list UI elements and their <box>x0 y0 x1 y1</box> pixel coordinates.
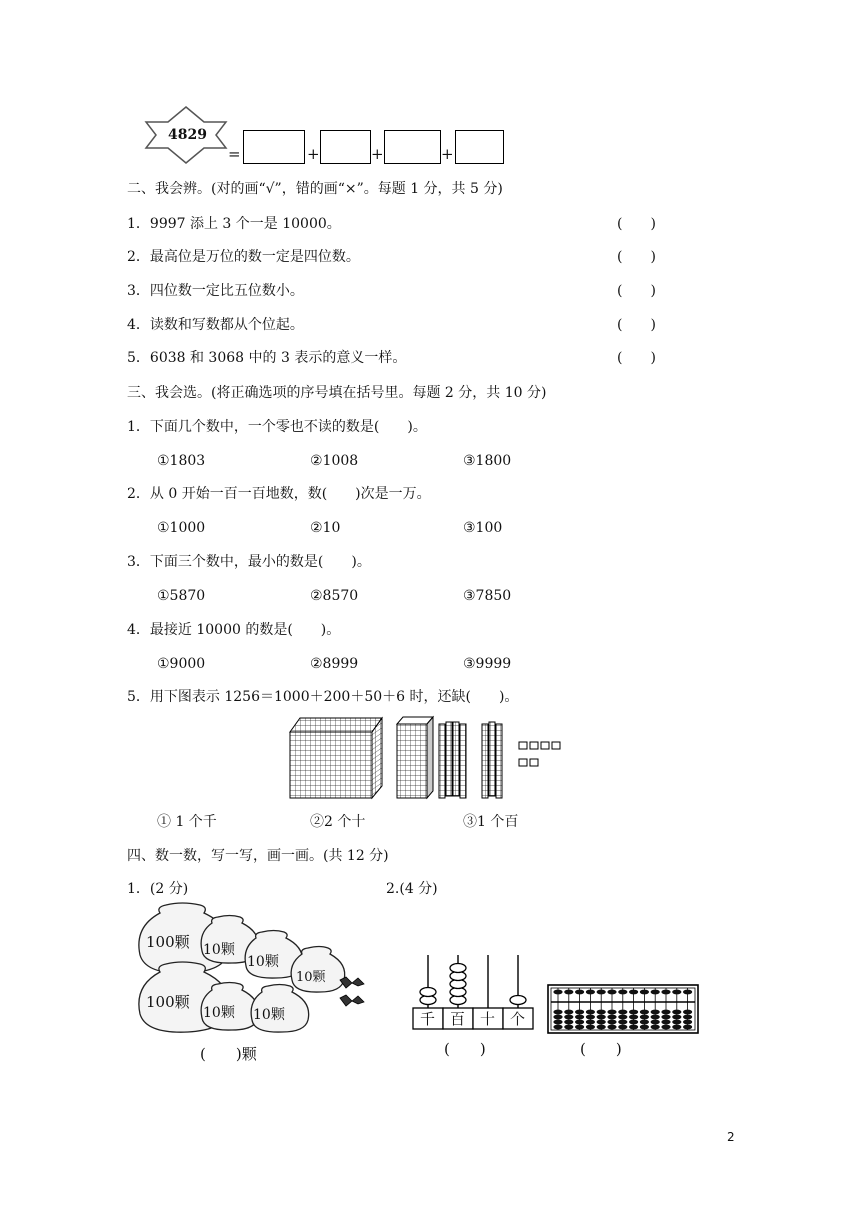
abacus-bead <box>586 1025 595 1030</box>
abacus-bead <box>651 990 660 995</box>
bag-100-label-2: 100颗 <box>146 993 190 1011</box>
s2-paren-3[interactable]: ( ) <box>617 283 656 299</box>
abacus-bead <box>597 1015 606 1020</box>
abacus-bead <box>586 1010 595 1015</box>
abacus-bead <box>607 1015 616 1020</box>
abacus-bead <box>672 1025 681 1030</box>
s3-question-2: 2．从 0 开始一百一百地数，数( )次是一万。 <box>127 486 431 502</box>
s4-q1-label: 1．(2 分) <box>127 881 189 897</box>
abacus-bead <box>618 1025 627 1030</box>
s3-q3-option-1[interactable]: ①5870 <box>157 588 206 604</box>
abacus-bead <box>640 1015 649 1020</box>
abacus-bead <box>661 1020 670 1025</box>
place-label-tens: 十 <box>480 1010 496 1028</box>
abacus-bead <box>607 1020 616 1025</box>
abacus-bead <box>564 990 573 995</box>
section4-heading: 四、数一数，写一写，画一画。(共 12 分) <box>127 848 389 864</box>
abacus-bead <box>607 990 616 995</box>
s2-item-1: 1．9997 添上 3 个一是 10000。 <box>127 216 341 232</box>
bag-10-label-2: 10颗 <box>247 954 279 970</box>
s2-item-3: 3．四位数一定比五位数小。 <box>127 283 304 299</box>
s2-paren-1[interactable]: ( ) <box>617 216 656 232</box>
place-label-ones: 个 <box>510 1010 526 1028</box>
abacus-bead <box>672 1020 681 1025</box>
abacus-bead <box>597 1010 606 1015</box>
abacus-bead <box>553 1010 562 1015</box>
s3-q1-option-2[interactable]: ②1008 <box>310 453 359 469</box>
abacus-bead <box>586 1020 595 1025</box>
s2-paren-2[interactable]: ( ) <box>617 249 656 265</box>
abacus-bead <box>597 990 606 995</box>
page-number: 2 <box>727 1130 735 1144</box>
abacus-bead <box>629 1010 638 1015</box>
abacus-bead <box>651 1020 660 1025</box>
abacus-bead <box>629 1020 638 1025</box>
star-number: 4829 <box>168 127 207 143</box>
counting-frame-answer[interactable]: ( ) <box>444 1040 486 1058</box>
abacus-bead <box>640 1020 649 1025</box>
abacus-bead <box>629 990 638 995</box>
plus-sign-1: + <box>307 145 320 163</box>
abacus-bead <box>575 1025 584 1030</box>
abacus-bead <box>683 990 692 995</box>
bag-10-label-5: 10颗 <box>253 1007 285 1023</box>
abacus-bead <box>553 1020 562 1025</box>
abacus-bead <box>586 1015 595 1020</box>
abacus-bead <box>618 1020 627 1025</box>
abacus-bead <box>683 1020 692 1025</box>
abacus-bead <box>607 1025 616 1030</box>
abacus-bead <box>597 1020 606 1025</box>
s3-question-4: 4．最接近 10000 的数是( )。 <box>127 622 341 638</box>
abacus-bead <box>553 1025 562 1030</box>
abacus-bead <box>586 990 595 995</box>
abacus-bead <box>553 1015 562 1020</box>
place-label-hundreds: 百 <box>450 1010 466 1028</box>
s3-q1-option-1[interactable]: ①1803 <box>157 453 206 469</box>
abacus-bead <box>661 1010 670 1015</box>
abacus-bead <box>618 990 627 995</box>
s3-q5-option-2[interactable]: ②2 个十 <box>310 814 366 830</box>
s3-question-1: 1．下面几个数中，一个零也不读的数是( )。 <box>127 419 427 435</box>
abacus-bead <box>640 1025 649 1030</box>
abacus-bead <box>683 1010 692 1015</box>
abacus-bead <box>683 1025 692 1030</box>
abacus-bead <box>661 1025 670 1030</box>
abacus-bead <box>618 1010 627 1015</box>
abacus-bead <box>651 1025 660 1030</box>
bag-10-label-4: 10颗 <box>203 1005 235 1021</box>
abacus-bead <box>607 1010 616 1015</box>
abacus-bead <box>575 990 584 995</box>
plus-sign-3: + <box>441 145 454 163</box>
abacus-bead <box>661 1015 670 1020</box>
place-label-thousands: 千 <box>420 1010 436 1028</box>
abacus-bead <box>564 1010 573 1015</box>
abacus-bead <box>629 1015 638 1020</box>
abacus-bead <box>672 1010 681 1015</box>
s3-q2-option-2[interactable]: ②10 <box>310 520 341 536</box>
equals-sign: = <box>228 145 241 163</box>
bag-10-label-1: 10颗 <box>203 942 235 958</box>
s3-q3-option-3[interactable]: ③7850 <box>463 588 512 604</box>
candy-answer[interactable]: ( )颗 <box>200 1045 257 1063</box>
abacus-bead <box>564 1020 573 1025</box>
s2-paren-4[interactable]: ( ) <box>617 317 656 333</box>
abacus-bead <box>575 1020 584 1025</box>
abacus-bead <box>672 990 681 995</box>
abacus-bead <box>651 1010 660 1015</box>
s2-item-4: 4．读数和写数都从个位起。 <box>127 317 304 333</box>
s3-question-5: 5．用下图表示 1256＝1000＋200＋50＋6 时，还缺( )。 <box>127 689 519 705</box>
s2-item-2: 2．最高位是万位的数一定是四位数。 <box>127 249 360 265</box>
abacus-bead <box>640 990 649 995</box>
abacus-bead <box>651 1015 660 1020</box>
s4-q2-label: 2.(4 分) <box>386 881 438 897</box>
abacus-bead <box>618 1015 627 1020</box>
s3-q4-option-3[interactable]: ③9999 <box>463 656 512 672</box>
abacus-bead <box>564 1015 573 1020</box>
abacus-bead <box>564 1025 573 1030</box>
s3-q4-option-2[interactable]: ②8999 <box>310 656 359 672</box>
abacus-bead <box>553 990 562 995</box>
plus-sign-2: + <box>371 145 384 163</box>
s3-question-3: 3．下面三个数中，最小的数是( )。 <box>127 554 371 570</box>
s3-q1-option-3[interactable]: ③1800 <box>463 453 512 469</box>
s3-q5-option-1[interactable]: ① 1 个千 <box>157 814 217 830</box>
abacus-bead <box>683 1015 692 1020</box>
abacus-bead <box>661 990 670 995</box>
s2-paren-5[interactable]: ( ) <box>617 350 656 366</box>
bag-100-label-1: 100颗 <box>146 933 190 951</box>
abacus-bead <box>575 1015 584 1020</box>
abacus-bead <box>672 1015 681 1020</box>
abacus-answer[interactable]: ( ) <box>580 1040 622 1058</box>
abacus-bead <box>597 1025 606 1030</box>
s3-q5-option-3[interactable]: ③1 个百 <box>463 814 519 830</box>
s3-q4-option-1[interactable]: ①9000 <box>157 656 206 672</box>
s3-q2-option-1[interactable]: ①1000 <box>157 520 206 536</box>
bag-10-label-3: 10颗 <box>296 970 326 985</box>
abacus-bead <box>640 1010 649 1015</box>
s3-q2-option-3[interactable]: ③100 <box>463 520 503 536</box>
abacus-bead <box>575 1010 584 1015</box>
section3-heading: 三、我会选。(将正确选项的序号填在括号里。每题 2 分，共 10 分) <box>127 385 547 401</box>
s2-item-5: 5．6038 和 3068 中的 3 表示的意义一样。 <box>127 350 407 366</box>
abacus-bead <box>629 1025 638 1030</box>
s3-q3-option-2[interactable]: ②8570 <box>310 588 359 604</box>
section2-heading: 二、我会辨。(对的画“√”，错的画“×”。每题 1 分，共 5 分) <box>127 181 503 197</box>
